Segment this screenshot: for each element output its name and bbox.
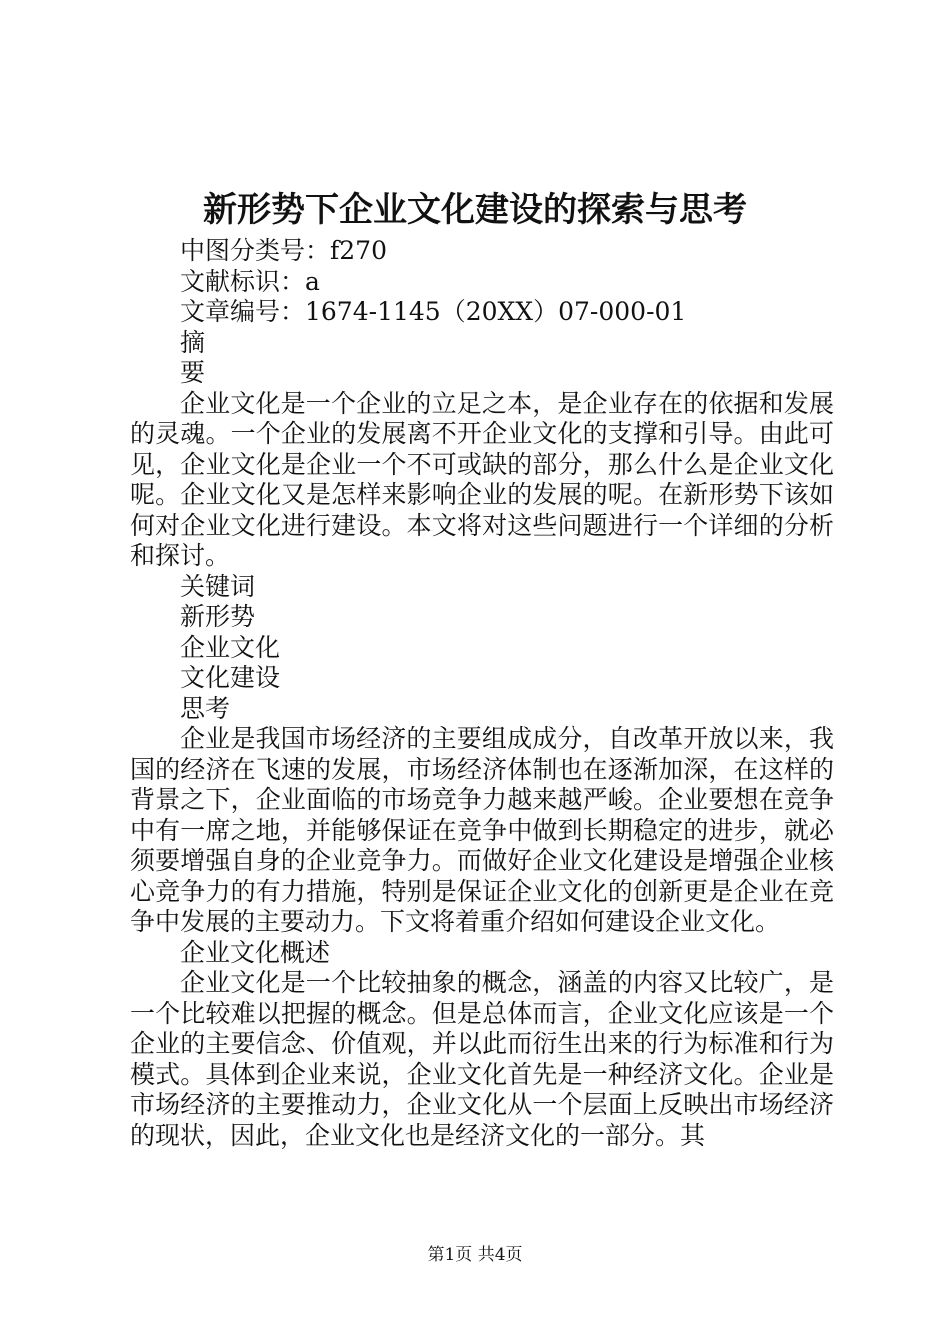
abstract-heading-2: 要 <box>180 358 206 387</box>
keyword-item: 思考 <box>180 693 231 723</box>
meta-doc-code: 文献标识：a <box>180 266 320 296</box>
intro-paragraph: 企业是我国市场经济的主要组成成分，自改革开放以来，我国的经济在飞速的发展，市场经济体制也在逐渐加深，在这样的背景之下，企业面临的市场竞争力越来越严峻。企业要想在竞争中有一席之地，并能够保证在竞争中做到长期稳定的进步，就必须要增强自身的企业竞争力。而做好企业文化建设是增强企业核心竞争力的有力措施，特别是保证企业文化的创新更是企业在竞争中发展的主要动力。下文将着重介绍如何建设企业文化。 <box>130 724 834 936</box>
meta-article-no: 文章编号：1674-1145（20XX）07-000-01 <box>180 297 687 326</box>
document-body <box>130 236 834 1151</box>
document-title: 新形势下企业文化建设的探索与思考 <box>203 190 747 230</box>
meta-classification: 中图分类号：f270 <box>180 236 387 265</box>
keyword-item: 文化建设 <box>180 663 281 692</box>
keyword-item: 企业文化 <box>180 632 281 662</box>
keyword-item: 新形势 <box>180 602 256 631</box>
section-paragraph: 企业文化是一个比较抽象的概念，涵盖的内容又比较广，是一个比较难以把握的概念。但是总体而言，企业文化应该是一个企业的主要信念、价值观，并以此而衍生出来的行为标准和行为模式。具体到企业来说，企业文化首先是一种经济文化。企业是市场经济的主要推动力，企业文化从一个层面上反映出市场经济的现状，因此，企业文化也是经济文化的一部分。其 <box>130 968 834 1150</box>
abstract-heading-1: 摘 <box>180 327 206 357</box>
abstract-text: 企业文化是一个企业的立足之本，是企业存在的依据和发展的灵魂。一个企业的发展离不开企业文化的支撑和引导。由此可见，企业文化是企业一个不可或缺的部分，那么什么是企业文化呢。企业文化又是怎样来影响企业的发展的呢。在新形势下该如何对企业文化进行建设。本文将对这些问题进行一个详细的分析和探讨。 <box>130 388 834 570</box>
keywords-heading: 关键词 <box>180 571 256 601</box>
page-indicator: 第1页 共4页 <box>427 1245 523 1265</box>
section-heading: 企业文化概述 <box>180 937 331 967</box>
